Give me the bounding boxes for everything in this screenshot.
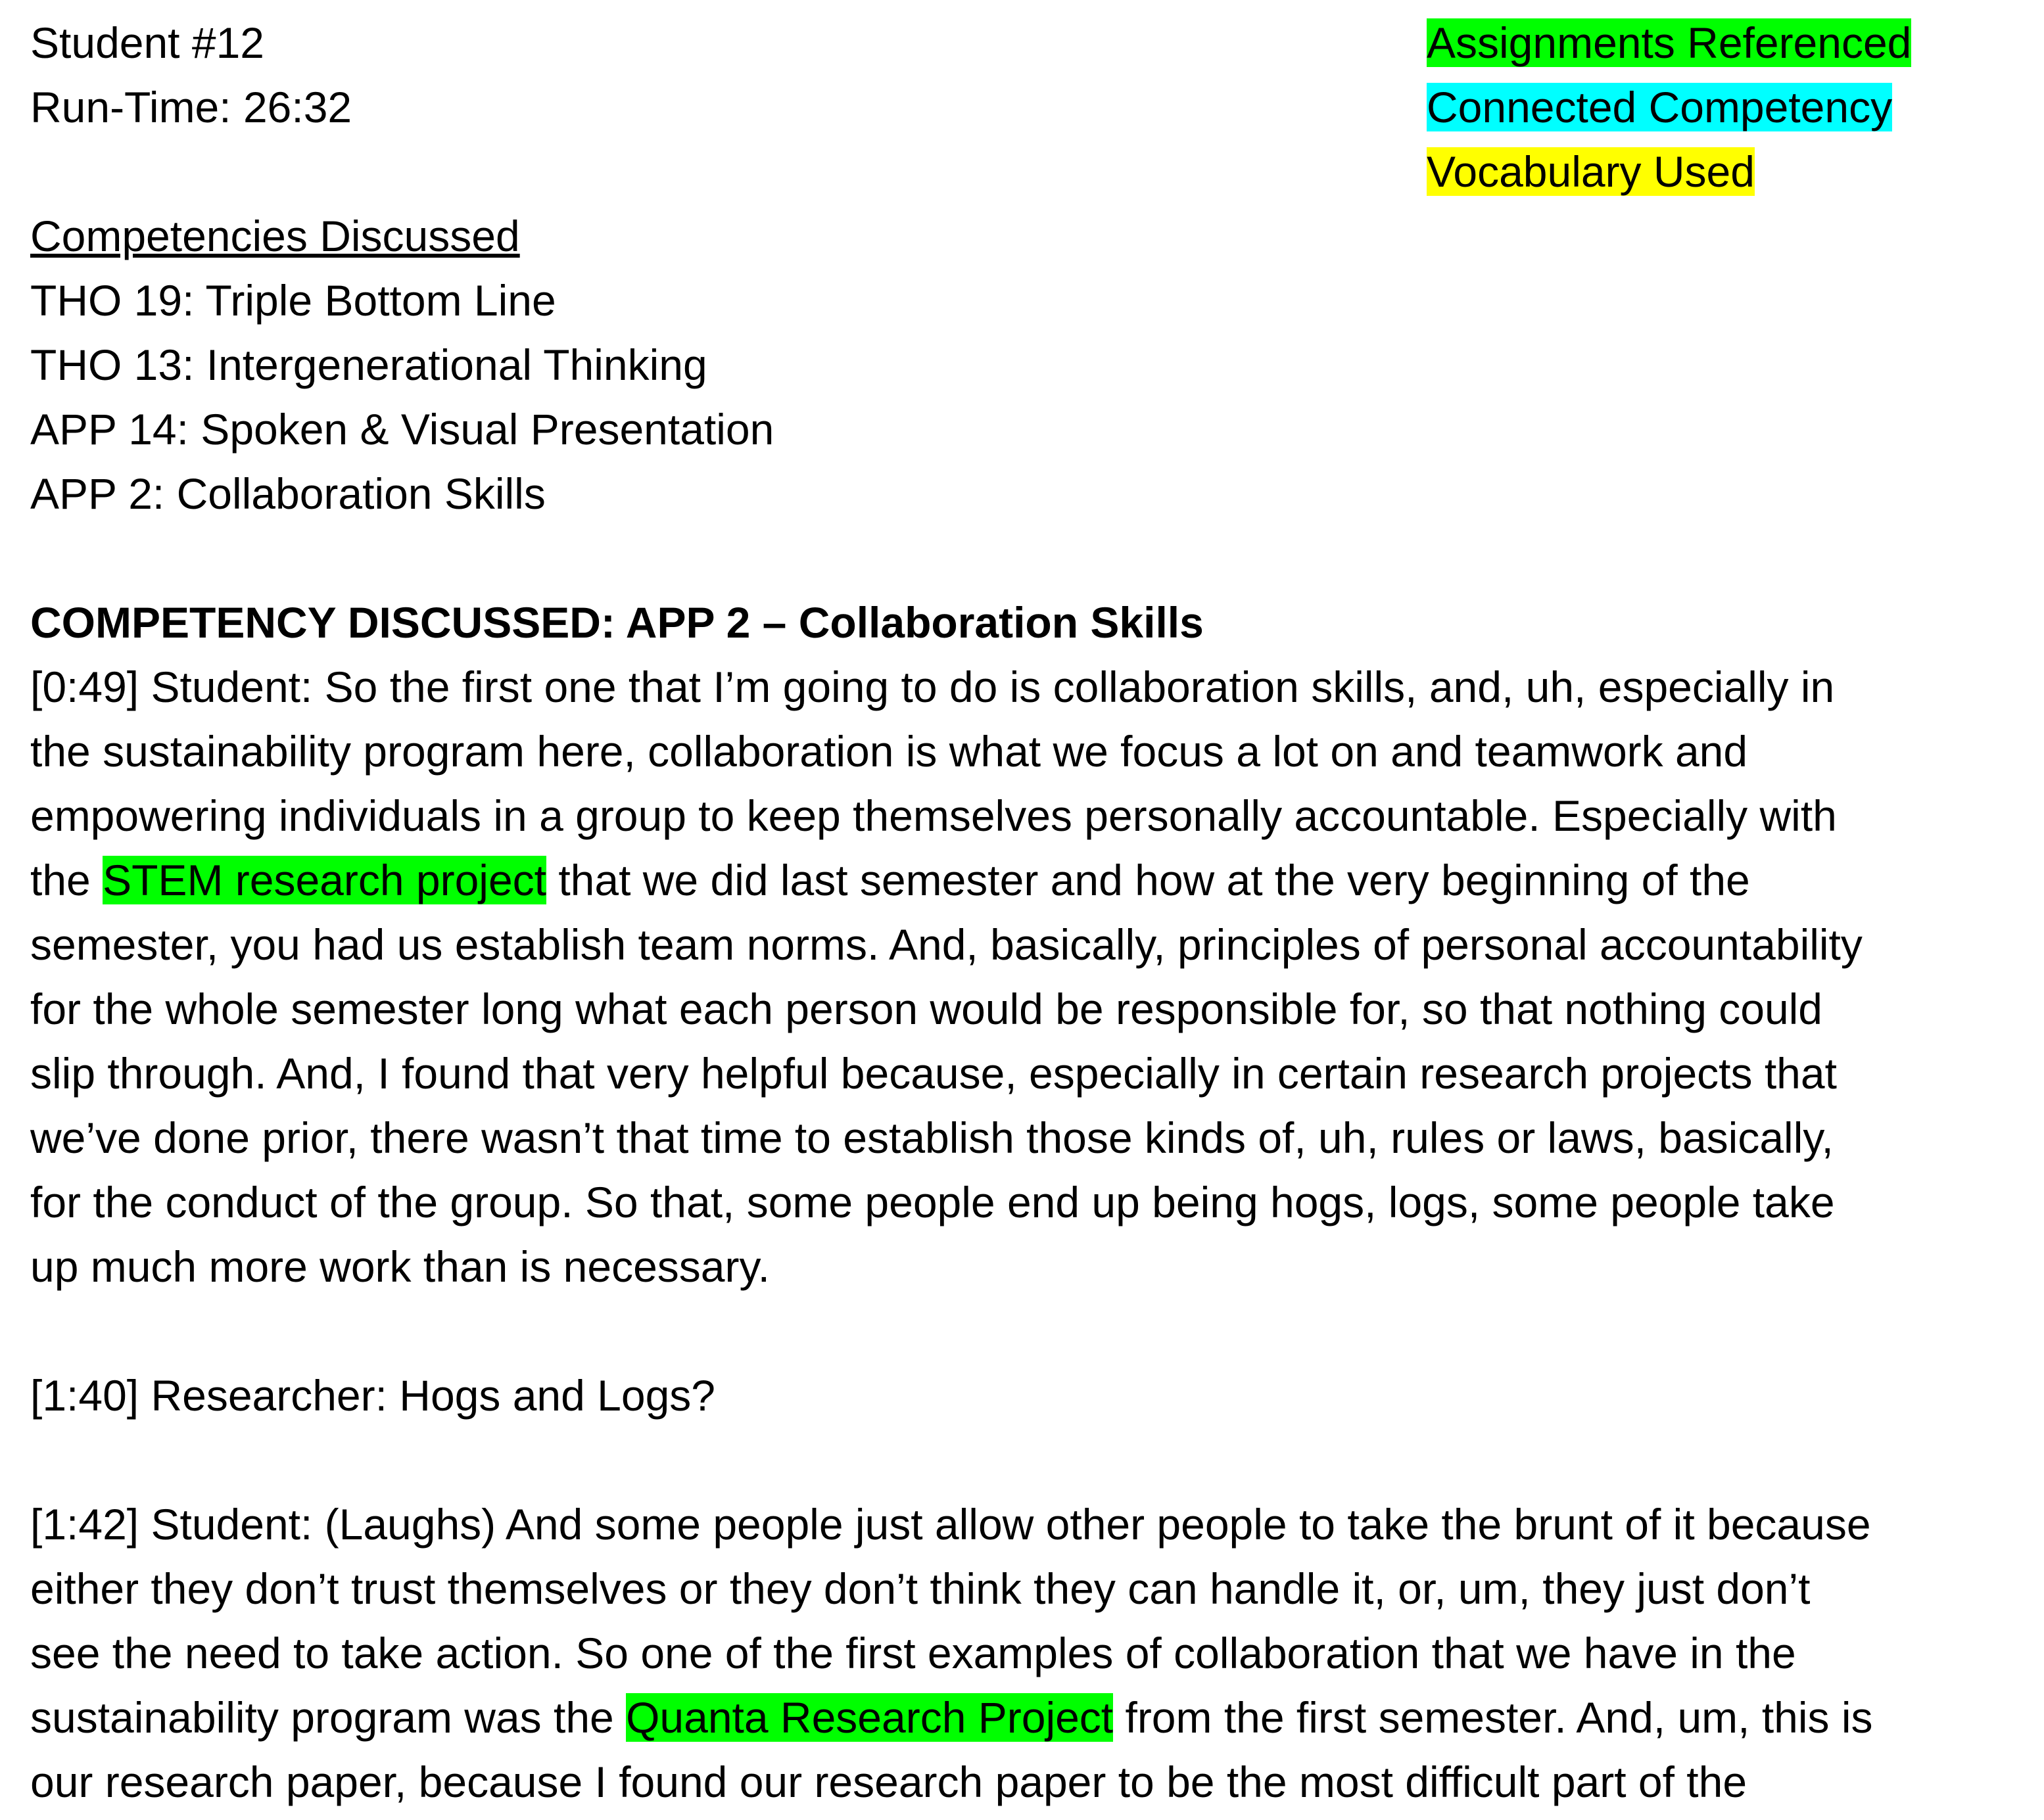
transcript-text: from the first semester. And, um, this is <box>1113 1693 1873 1742</box>
transcript-line: empowering individuals in a group to keep themselves personally accountable. Especially with <box>30 791 1837 840</box>
legend-competency-label: Connected Competency <box>1427 83 1893 131</box>
transcript-line <box>30 1685 1873 1750</box>
legend-assignments <box>1427 11 1911 75</box>
competency-item: APP 14: Spoken & Visual Presentation <box>30 405 774 454</box>
legend-vocabulary-label: Vocabulary Used <box>1427 147 1755 196</box>
transcript-line: our research paper, because I found our research paper to be the most difficult part of the <box>30 1758 1747 1806</box>
transcript-text: the <box>30 856 103 904</box>
competencies-heading: Competencies Discussed <box>30 212 520 260</box>
assignment-highlight: STEM research project <box>103 856 546 904</box>
transcript-line: [1:40] Researcher: Hogs and Logs? <box>30 1371 715 1420</box>
competency-item: APP 2: Collaboration Skills <box>30 469 546 518</box>
transcript-line: either they don’t trust themselves or they don’t think they can handle it, or, um, they just don’t <box>30 1564 1811 1613</box>
competency-item: THO 19: Triple Bottom Line <box>30 276 556 325</box>
transcript-line: slip through. And, I found that very helpful because, especially in certain research projects that <box>30 1049 1837 1098</box>
assignment-highlight: Quanta Research Project <box>626 1693 1114 1742</box>
transcript-line: see the need to take action. So one of the first examples of collaboration that we have in the <box>30 1629 1796 1677</box>
transcript-line: the sustainability program here, collaboration is what we focus a lot on and teamwork and <box>30 727 1748 776</box>
transcript-line: for the conduct of the group. So that, some people end up being hogs, logs, some people take <box>30 1178 1835 1226</box>
transcript-text: sustainability program was the <box>30 1693 627 1742</box>
run-time: Run-Time: 26:32 <box>30 83 352 131</box>
transcript-line: [0:49] Student: So the first one that I’m going to do is collaboration skills, and, uh, especially in <box>30 663 1835 711</box>
transcript-line: up much more work than is necessary. <box>30 1242 770 1291</box>
section-heading: COMPETENCY DISCUSSED: APP 2 – Collaboration Skills <box>30 598 1204 647</box>
legend-competency <box>1427 75 1892 139</box>
transcript-line: [1:42] Student: (Laughs) And some people just allow other people to take the brunt of it because <box>30 1500 1871 1549</box>
transcript-line: for the whole semester long what each person would be responsible for, so that nothing could <box>30 985 1823 1033</box>
transcript-line: we’ve done prior, there wasn’t that time to establish those kinds of, uh, rules or laws, basically, <box>30 1113 1834 1162</box>
student-id: Student #12 <box>30 18 264 67</box>
transcript-text: that we did last semester and how at the very beginning of the <box>546 856 1750 904</box>
transcript-line <box>30 848 1750 912</box>
legend-vocabulary <box>1427 139 1755 204</box>
legend-assignments-label: Assignments Referenced <box>1427 18 1912 67</box>
competency-item: THO 13: Intergenerational Thinking <box>30 340 707 389</box>
transcript-line: semester, you had us establish team norms. And, basically, principles of personal accountability <box>30 920 1863 969</box>
